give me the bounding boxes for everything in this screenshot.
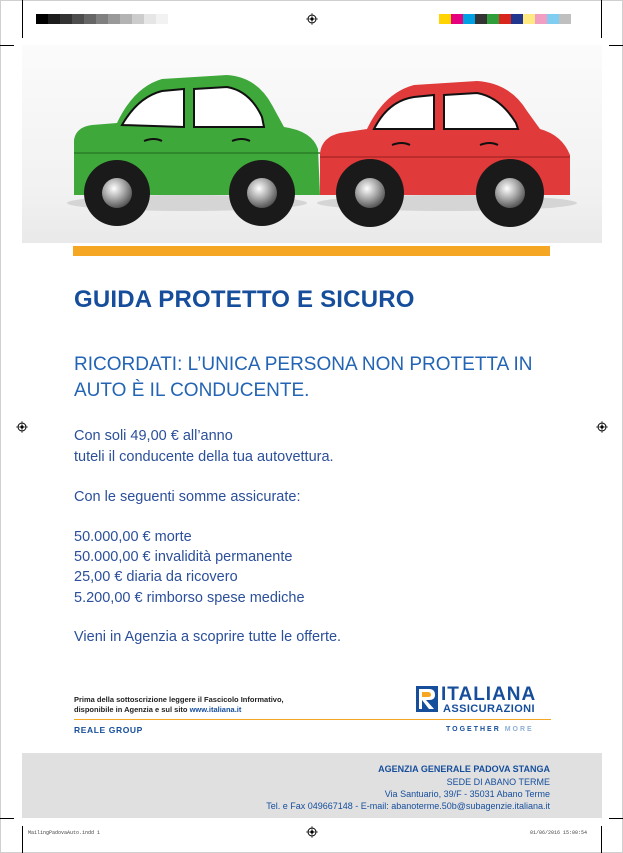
- calibration-swatch: [451, 14, 463, 24]
- group-name: REALE GROUP: [74, 725, 143, 735]
- coverage-item: 5.200,00 € rimborso spese mediche: [74, 590, 305, 606]
- price-line-1: Con soli 49,00 € all’anno: [74, 428, 233, 444]
- divider: [74, 719, 551, 720]
- calibration-swatch: [439, 14, 451, 24]
- calibration-swatch: [108, 14, 120, 24]
- price-line-2: tuteli il conducente della tua autovettura.: [74, 449, 334, 465]
- calibration-swatch: [547, 14, 559, 24]
- calibration-swatch: [487, 14, 499, 24]
- crop-mark: [609, 45, 623, 46]
- call-to-action: Vieni in Agenzia a scoprire tutte le offerte.: [74, 629, 342, 645]
- crop-mark: [609, 818, 623, 819]
- crop-mark: [0, 818, 14, 819]
- italiana-logo-mark-icon: [416, 686, 438, 712]
- file-slug: MailingPadovaAuto.indd 1: [28, 830, 101, 836]
- registration-mark-icon: [306, 13, 318, 25]
- crop-mark: [22, 826, 23, 853]
- accent-bar: [73, 246, 550, 256]
- calibration-swatch: [96, 14, 108, 24]
- calibration-swatch: [463, 14, 475, 24]
- calibration-swatch: [144, 14, 156, 24]
- agency-office: SEDE DI ABANO TERME: [446, 777, 550, 787]
- tagline: [446, 726, 534, 733]
- toy-cars-image: [22, 45, 602, 243]
- fineprint-line: [74, 705, 284, 715]
- fineprint: [74, 695, 284, 715]
- registration-mark-icon: [16, 421, 28, 433]
- coverage-item: 50.000,00 € morte: [74, 529, 192, 545]
- color-calibration-strip: [439, 14, 571, 24]
- calibration-swatch: [535, 14, 547, 24]
- crop-mark: [0, 45, 14, 46]
- agency-name: AGENZIA GENERALE PADOVA STANGA: [378, 764, 550, 774]
- sums-intro: Con le seguenti somme assicurate:: [74, 489, 301, 505]
- calibration-swatch: [559, 14, 571, 24]
- registration-mark-icon: [306, 826, 318, 838]
- calibration-swatch: [499, 14, 511, 24]
- page-title: GUIDA PROTETTO E SICURO: [74, 286, 415, 313]
- tagline-part: TOGETHER: [446, 726, 501, 733]
- brand-logo: [416, 686, 552, 716]
- date-slug: 01/06/2016 15:00:54: [530, 830, 588, 836]
- agency-address: Via Santuario, 39/F - 35031 Abano Terme: [384, 789, 550, 799]
- calibration-swatch: [475, 14, 487, 24]
- calibration-swatch: [72, 14, 84, 24]
- website-link[interactable]: www.italiana.it: [189, 705, 242, 714]
- crop-mark: [601, 826, 602, 853]
- calibration-swatch: [156, 14, 168, 24]
- calibration-swatch: [36, 14, 48, 24]
- tagline-part: MORE: [504, 726, 534, 733]
- coverage-item: 50.000,00 € invalidità permanente: [74, 549, 293, 565]
- coverage-item: 25,00 € diaria da ricovero: [74, 569, 238, 585]
- calibration-swatch: [60, 14, 72, 24]
- calibration-swatch: [84, 14, 96, 24]
- gray-calibration-strip: [36, 14, 168, 24]
- crop-mark: [22, 0, 23, 38]
- crop-mark: [601, 0, 602, 38]
- logo-subtitle: ASSICURAZIONI: [443, 703, 535, 715]
- fineprint-line: Prima della sottoscrizione leggere il Fascicolo Informativo,: [74, 695, 284, 704]
- calibration-swatch: [48, 14, 60, 24]
- calibration-swatch: [523, 14, 535, 24]
- agency-contact: Tel. e Fax 049667148 - E-mail: abanoterme.50b@subagenzie.italiana.it: [266, 801, 550, 811]
- calibration-swatch: [511, 14, 523, 24]
- logo-name: ITALIANA: [441, 684, 537, 705]
- subheadline: RICORDATI: L’UNICA PERSONA NON PROTETTA IN AUTO È IL CONDUCENTE.: [74, 354, 533, 401]
- calibration-swatch: [132, 14, 144, 24]
- registration-mark-icon: [596, 421, 608, 433]
- fineprint-prefix: disponibile in Agenzia e sul sito: [74, 705, 190, 714]
- calibration-swatch: [120, 14, 132, 24]
